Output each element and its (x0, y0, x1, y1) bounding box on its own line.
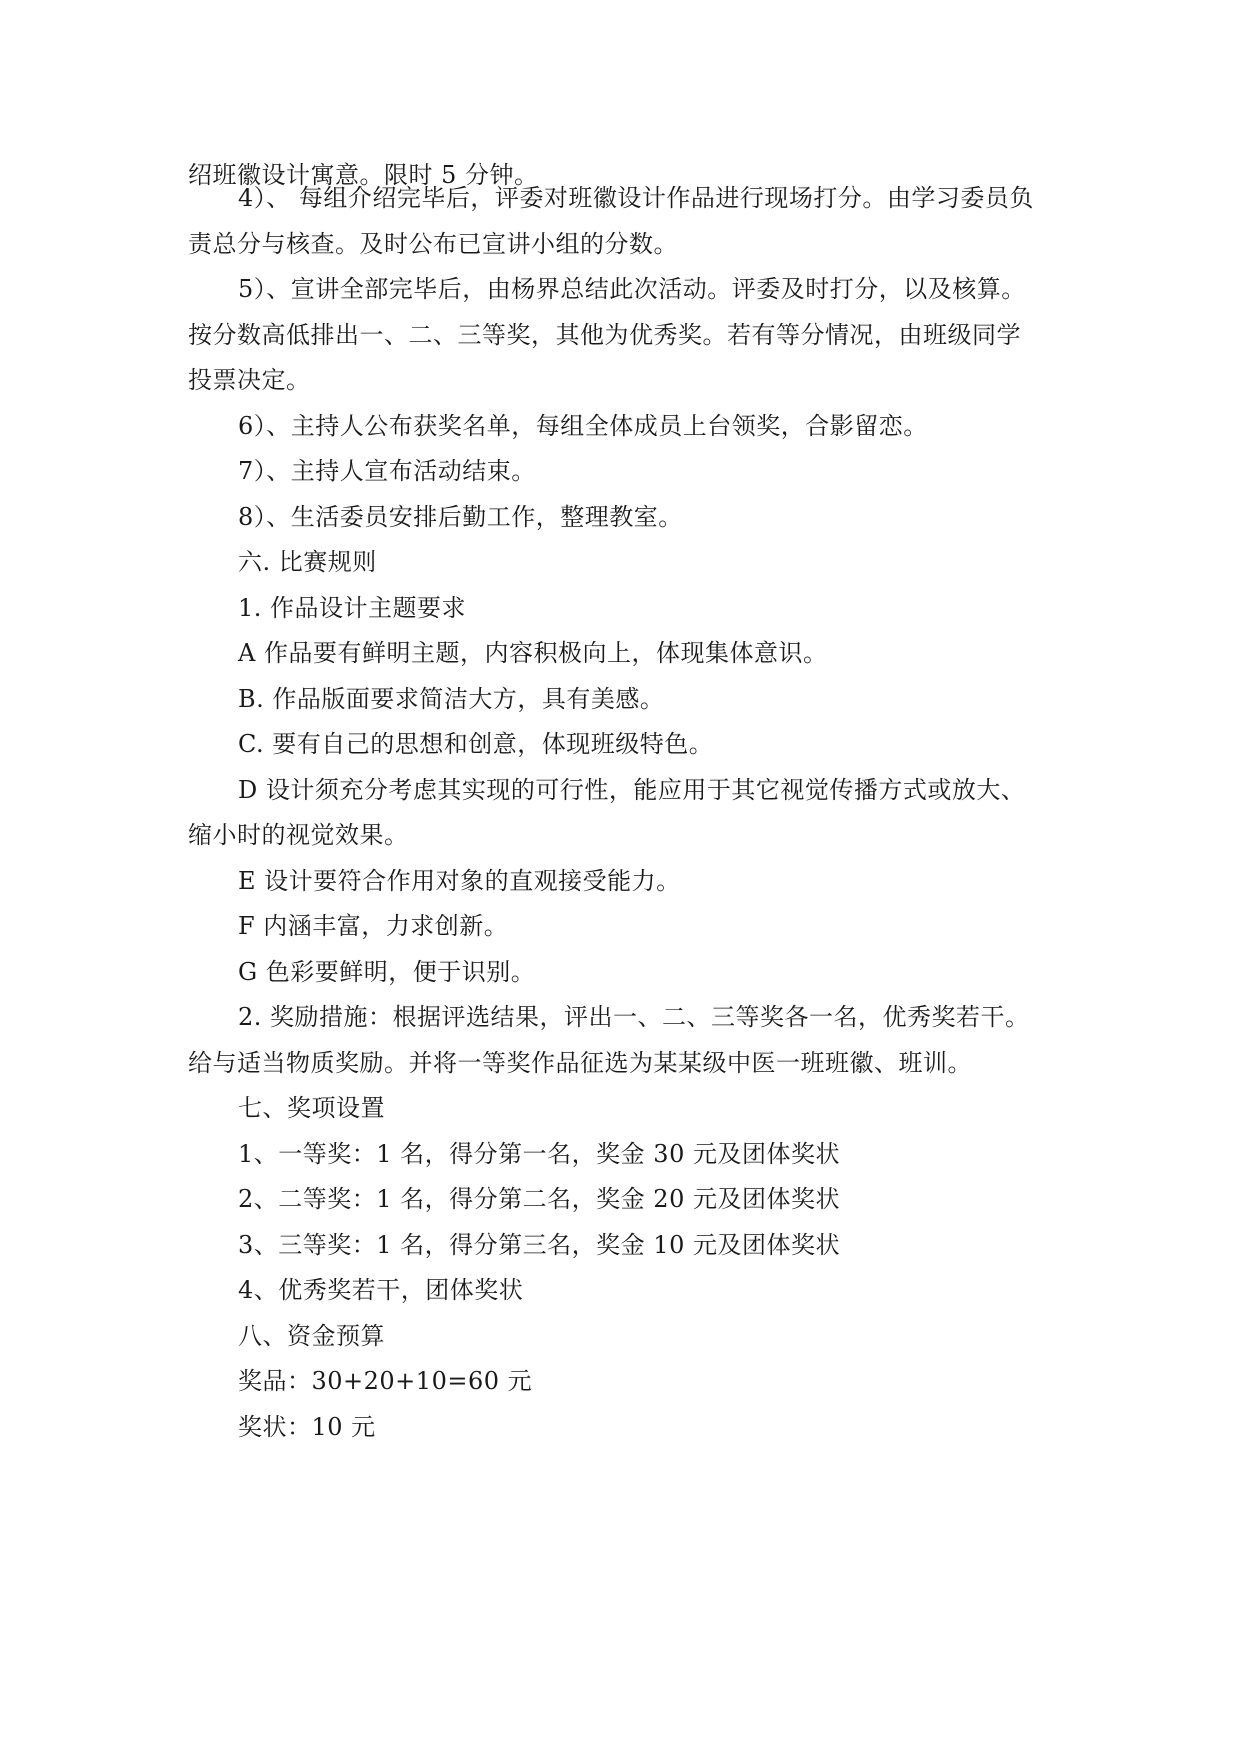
text-line: B. 作品版面要求简洁大方，具有美感。 (238, 685, 665, 713)
text-line: 3、三等奖：1 名，得分第三名，奖金 10 元及团体奖状 (238, 1231, 840, 1259)
text-line: 4）、 每组介绍完毕后，评委对班徽设计作品进行现场打分。由学习委员负 (238, 184, 1034, 212)
text-line: A 作品要有鲜明主题，内容积极向上，体现集体意识。 (238, 639, 828, 667)
text-line: D 设计须充分考虑其实现的可行性，能应用于其它视觉传播方式或放大、 (238, 776, 1026, 804)
text-line: 奖状：10 元 (238, 1413, 376, 1441)
text-line: 投票决定。 (188, 366, 311, 394)
text-line: 1、一等奖：1 名，得分第一名，奖金 30 元及团体奖状 (238, 1140, 840, 1168)
text-line: 责总分与核查。及时公布已宣讲小组的分数。 (188, 230, 678, 258)
text-line: 2、二等奖：1 名，得分第二名，奖金 20 元及团体奖状 (238, 1185, 840, 1213)
text-line: G 色彩要鲜明，便于识别。 (238, 958, 536, 986)
text-line: 7）、主持人宣布活动结束。 (238, 457, 536, 485)
text-line: 4、优秀奖若干，团体奖状 (238, 1276, 524, 1304)
text-line: 缩小时的视觉效果。 (188, 821, 409, 849)
text-line: 按分数高低排出一、二、三等奖，其他为优秀奖。若有等分情况，由班级同学 (188, 321, 1021, 349)
text-line: 绍班徽设计寓意。限时 5 分钟。 (188, 161, 539, 189)
text-line: C. 要有自己的思想和创意，体现班级特色。 (238, 730, 714, 758)
text-line: 给与适当物质奖励。并将一等奖作品征选为某某级中医一班班徽、班训。 (188, 1049, 972, 1077)
text-line: 奖品：30+20+10=60 元 (238, 1367, 533, 1395)
text-line: 6）、主持人公布获奖名单，每组全体成员上台领奖，合影留恋。 (238, 412, 928, 440)
text-line: 8）、生活委员安排后勤工作，整理教室。 (238, 503, 683, 531)
text-line: E 设计要符合作用对象的直观接受能力。 (238, 867, 681, 895)
section-heading: 八、资金预算 (238, 1322, 385, 1350)
text-line: 2. 奖励措施：根据评选结果，评出一、二、三等奖各一名，优秀奖若干。 (238, 1003, 1030, 1031)
subsection-heading: 1. 作品设计主题要求 (238, 594, 467, 622)
text-line: 5）、宣讲全部完毕后，由杨界总结此次活动。评委及时打分，以及核算。 (238, 275, 1026, 303)
section-heading: 六. 比赛规则 (238, 548, 377, 576)
section-heading: 七、奖项设置 (238, 1094, 385, 1122)
text-line: F 内涵丰富，力求创新。 (238, 912, 509, 940)
